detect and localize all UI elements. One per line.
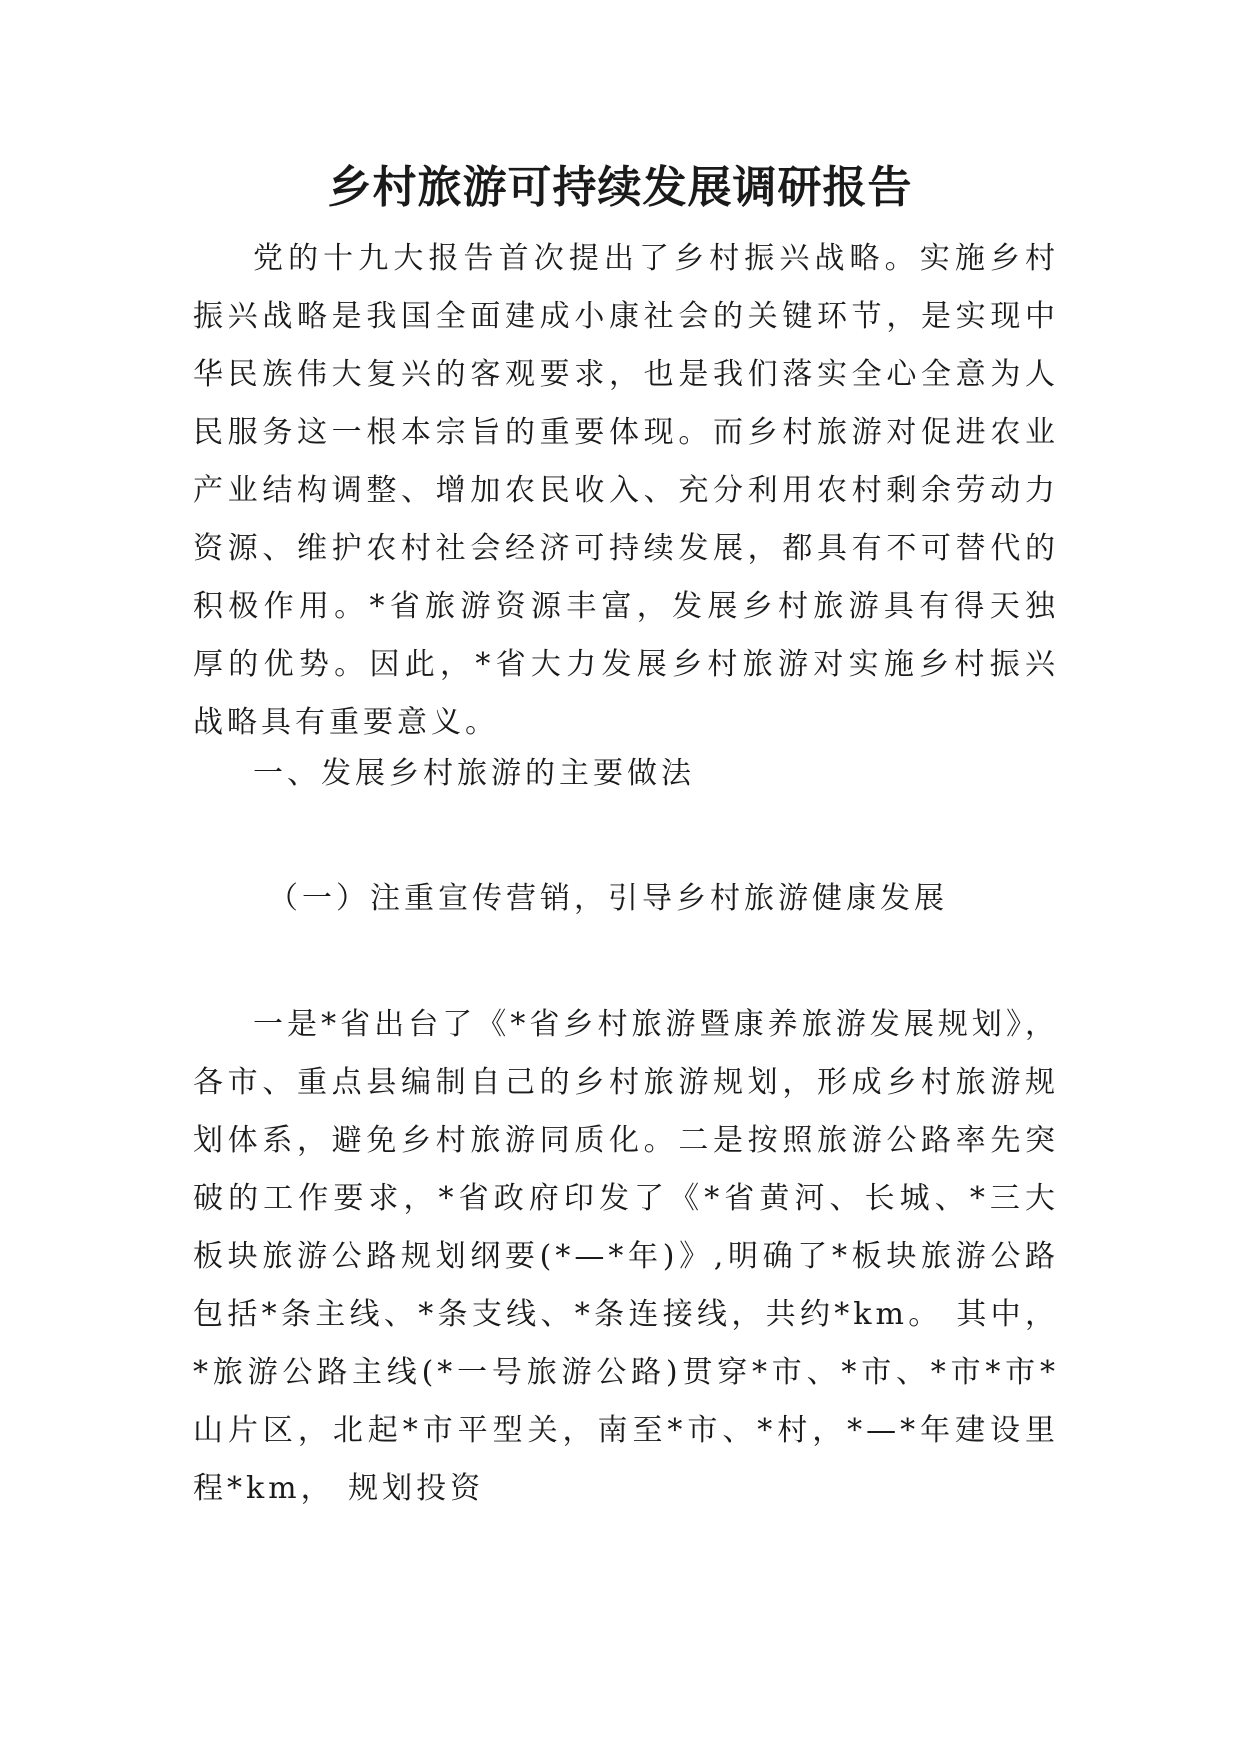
document-title: 乡村旅游可持续发展调研报告 [327, 162, 913, 213]
body-paragraph: 一是*省出台了《*省乡村旅游暨康养旅游发展规划》，各市、重点县编制自己的乡村旅游规划，形成乡村旅游规划体系，避免乡村旅游同质化。二是按照旅游公路率先突破的工作要求，*省政府印发了《*省黄河、长城、*三大板块旅游公路规划纲要(*—*年)》,明确了*板块旅游公路包括*条主线、*条支线、*条连接线，共约*km。 其中，*旅游公路主线(*一号旅游公路)贯穿*市、*市、*市*市*山片区，北起*市平型关，南至*市、*村，*—*年建设里程*km， 规划投资 [193, 1007, 1059, 1506]
section-heading: 一、发展乡村旅游的主要做法 [253, 756, 695, 791]
subsection-heading: （一）注重宣传营销，引导乡村旅游健康发展 [268, 881, 948, 916]
intro-paragraph: 党的十九大报告首次提出了乡村振兴战略。实施乡村振兴战略是我国全面建成小康社会的关键环节，是实现中华民族伟大复兴的客观要求，也是我们落实全心全意为人民服务这一根本宗旨的重要体现。而乡村旅游对促进农业产业结构调整、增加农民收入、充分利用农村剩余劳动力资源、维护农村社会经济可持续发展，都具有不可替代的积极作用。*省旅游资源丰富，发展乡村旅游具有得天独厚的优势。因此，*省大力发展乡村旅游对实施乡村振兴战略具有重要意义。 [193, 241, 1059, 740]
